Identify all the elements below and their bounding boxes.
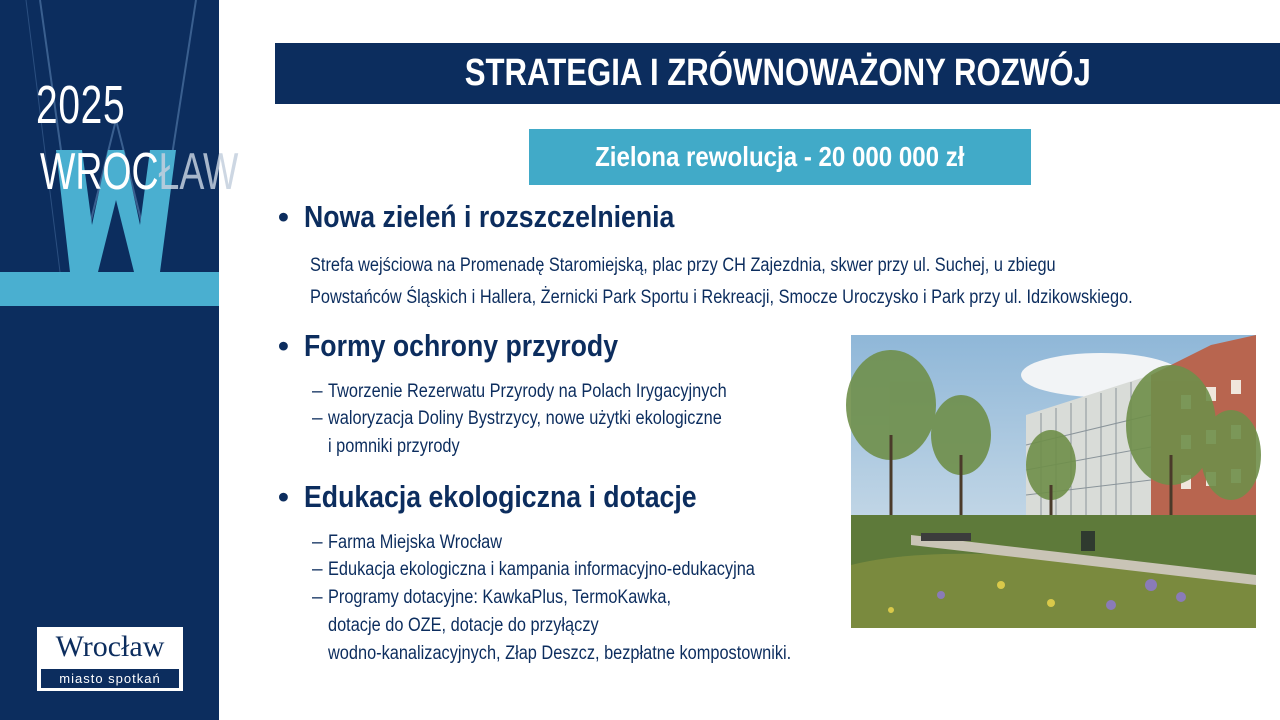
sidebar xyxy=(0,0,239,720)
list-item-continuation: i pomniki przyrody xyxy=(328,436,460,457)
title-bar xyxy=(275,43,1280,104)
dash-icon: – xyxy=(312,532,323,553)
logo-tagline: miasto spotkań xyxy=(41,669,179,688)
list-item: – waloryzacja Doliny Bystrzycy, nowe użytki ekologiczne xyxy=(312,406,786,432)
dash-icon: – xyxy=(312,587,323,608)
sidebar-accent-band xyxy=(0,272,219,306)
city-label-part-a: WROC xyxy=(40,143,159,201)
list-item: – Tworzenie Rezerwatu Przyrody na Polach Irygacyjnych xyxy=(312,379,792,405)
section-heading-text: Edukacja ekologiczna i dotacje xyxy=(304,479,697,514)
section-heading-text: Nowa zieleń i rozszczelnienia xyxy=(304,199,675,234)
bullet-icon: • xyxy=(278,479,289,514)
subtitle-bar xyxy=(529,129,1031,185)
page-title: STRATEGIA I ZRÓWNOWAŻONY ROZWÓJ xyxy=(464,52,1091,94)
page-subtitle: Zielona rewolucja - 20 000 000 zł xyxy=(595,141,965,172)
bullet-icon: • xyxy=(278,199,289,234)
dash-icon: – xyxy=(312,381,323,402)
logo-name: Wrocław xyxy=(55,630,165,663)
list-item: – Programy dotacyjne: KawkaPlus, TermoKawka, xyxy=(312,585,727,611)
year-label: 2025 xyxy=(36,75,126,135)
section-heading-education xyxy=(278,479,761,515)
section-paragraph-line: Powstańców Śląskich i Hallera, Żernicki Park Sportu i Rekreacji, Smocze Uroczysko i Park przy ul. Idzikowskiego. xyxy=(310,287,1133,308)
section-heading-nature-protection xyxy=(278,328,669,364)
list-item: – Farma Miejska Wrocław xyxy=(312,530,530,556)
bullet-icon: • xyxy=(278,328,289,363)
park-photo xyxy=(851,335,1256,628)
wroclaw-logo xyxy=(37,627,183,691)
section-heading-text: Formy ochrony przyrody xyxy=(304,328,619,363)
dash-icon: – xyxy=(312,559,323,580)
list-item-continuation: dotacje do OZE, dotacje do przyłączy xyxy=(328,615,599,636)
section-heading-green xyxy=(278,199,735,235)
city-label-part-b: ŁAW xyxy=(158,143,239,201)
dash-icon: – xyxy=(312,408,323,429)
section-paragraph-line: Strefa wejściowa na Promenadę Staromiejską, plac przy CH Zajezdnia, skwer przy ul. Suchej, u zbiegu xyxy=(310,255,1056,276)
park-photo-image xyxy=(851,335,1256,628)
city-label xyxy=(40,143,239,201)
list-item: – Edukacja ekologiczna i kampania informacyjno-edukacyjna xyxy=(312,557,824,583)
list-item-continuation: wodno-kanalizacyjnych, Złap Deszcz, bezpłatne kompostowniki. xyxy=(328,643,792,664)
